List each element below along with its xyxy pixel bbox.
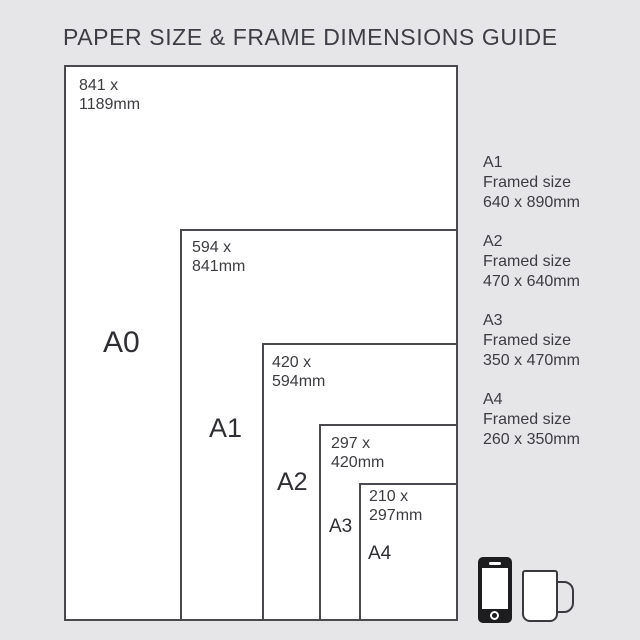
- smartphone-speaker: [489, 562, 501, 565]
- framed-size-a3-label: Framed size: [483, 332, 572, 349]
- framed-size-a1-dims: 640 x 890mm: [483, 194, 580, 211]
- framed-size-a2-dims: 470 x 640mm: [483, 273, 580, 290]
- framed-size-a4-name: A4: [483, 391, 503, 408]
- smartphone-home-button: [490, 611, 499, 620]
- paper-a1-dim-line1: 594 x: [192, 239, 232, 256]
- framed-size-a3-dims: 350 x 470mm: [483, 352, 580, 369]
- framed-size-a2-name: A2: [483, 233, 503, 250]
- paper-a3-dim-line2: 420mm: [331, 454, 385, 471]
- framed-size-a2: [483, 232, 580, 292]
- paper-a3-dimensions: [331, 434, 384, 472]
- paper-a2-dimensions: [272, 353, 325, 391]
- paper-a4-name: A4: [368, 543, 392, 564]
- framed-size-a3-name: A3: [483, 312, 503, 329]
- framed-size-a4-dims: 260 x 350mm: [483, 431, 580, 448]
- paper-a3-name: A3: [329, 516, 353, 537]
- framed-size-a4: [483, 390, 580, 450]
- paper-a1-dimensions: [192, 238, 245, 276]
- paper-a2-name: A2: [277, 468, 308, 496]
- framed-size-a1-name: A1: [483, 154, 503, 171]
- paper-a0-name: A0: [103, 326, 140, 359]
- paper-a3-dim-line1: 297 x: [331, 435, 371, 452]
- smartphone-screen: [482, 568, 508, 609]
- framed-size-a3: [483, 311, 580, 371]
- paper-a4-dimensions: [369, 487, 422, 525]
- paper-a1-dim-line2: 841mm: [192, 258, 246, 275]
- paper-a4-dim-line2: 297mm: [369, 507, 423, 524]
- paper-a4-dim-line1: 210 x: [369, 488, 409, 505]
- smartphone-icon: [478, 557, 512, 623]
- paper-a0-dimensions: [79, 76, 140, 114]
- mug-icon: [522, 570, 558, 622]
- paper-a2-dim-line1: 420 x: [272, 354, 312, 371]
- page-title: PAPER SIZE & FRAME DIMENSIONS GUIDE: [63, 24, 558, 50]
- framed-size-a1-label: Framed size: [483, 174, 572, 191]
- framed-size-a4-label: Framed size: [483, 411, 572, 428]
- paper-a0-dim-line2: 1189mm: [79, 96, 141, 113]
- framed-size-a2-label: Framed size: [483, 253, 572, 270]
- paper-a2-dim-line2: 594mm: [272, 373, 326, 390]
- paper-a1-name: A1: [209, 413, 243, 443]
- framed-size-a1: [483, 153, 580, 213]
- paper-a0-dim-line1: 841 x: [79, 77, 119, 94]
